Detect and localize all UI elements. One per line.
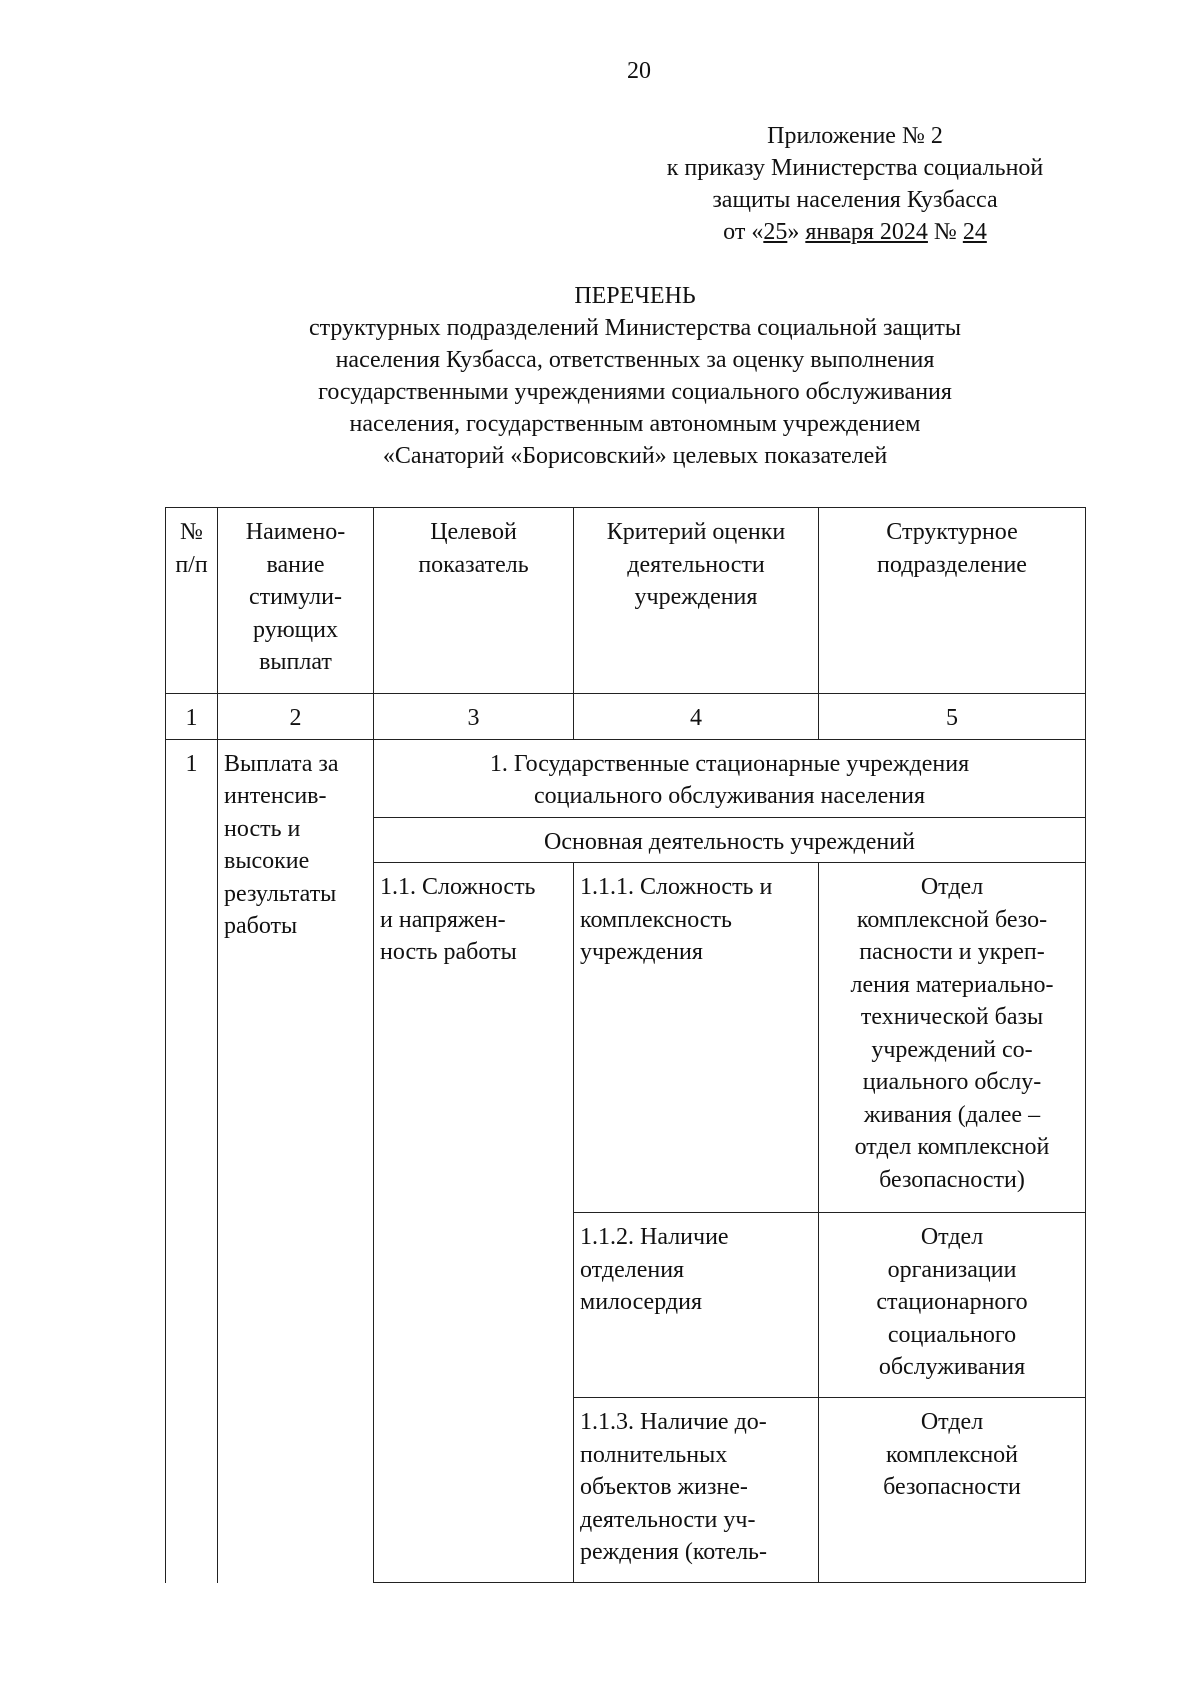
payment-text: высокие [224,848,310,874]
responsibility-table [165,507,1086,1583]
index-cell: 2 [218,694,374,740]
row-number: 1 [166,739,218,1583]
title-heading: ПЕРЕЧЕНЬ [574,283,696,309]
unit-text: учреждений со- [871,1036,1033,1063]
criterion-text: милосердия [580,1289,702,1315]
date-prefix: от « [723,219,764,245]
header-text: Критерий оценки [606,519,786,545]
criterion-cell [574,1398,819,1583]
unit-text: Отдел [920,874,984,900]
appendix-line-3: защиты населения Кузбасса [712,187,998,213]
unit-text: отдел комплексной [854,1134,1050,1160]
criterion-text: деятельности уч- [580,1506,756,1533]
index-cell: 5 [819,694,1086,740]
subsection-heading: Основная деятельность учреждений [374,817,1086,863]
index-cell: 1 [166,694,218,740]
header-cell-number [166,508,218,694]
header-text: показатель [418,551,529,578]
header-cell-unit [819,508,1086,694]
indicator-text: и напряжен- [380,906,506,933]
header-text: деятельности [627,551,765,578]
index-cell: 4 [574,694,819,740]
unit-text: ления материально- [850,971,1054,998]
title-line: «Санаторий «Борисовский» целевых показателей [382,443,888,469]
unit-text: комплексной безо- [856,906,1048,933]
document-title [200,280,1070,472]
payment-text: результаты [224,880,337,907]
payment-name [218,739,374,1583]
date-month-year: января 2024 [805,219,928,245]
title-line: структурных подразделений Министерства социальной защиты [308,315,962,341]
index-row [166,694,1086,740]
unit-text: циального обслу- [862,1069,1042,1095]
title-line: населения Кузбасса, ответственных за оценку выполнения [335,347,935,373]
target-indicator [374,863,574,1583]
appendix-block [600,120,1110,248]
section-text: социального обслуживания населения [533,783,925,809]
criterion-cell [574,1213,819,1398]
header-text: учреждения [634,584,758,610]
unit-cell [819,863,1086,1213]
header-text: Структурное [886,519,1018,545]
criterion-text: реждения (котель- [580,1539,767,1565]
appendix-line-2: к приказу Министерства социальной [666,155,1044,181]
criterion-text: комплексность [580,906,732,933]
header-text: вание [266,551,325,578]
unit-text: социального [887,1321,1017,1348]
header-text: Наимено- [245,519,346,545]
criterion-text: объектов жизне- [580,1474,748,1500]
unit-text: стационарного [876,1289,1028,1315]
date-day: 25 [763,219,788,245]
header-text: п/п [175,551,208,578]
title-line: населения, государственным автономным учреждением [349,411,921,437]
criterion-text: 1.1.3. Наличие до- [580,1409,767,1435]
criterion-text: учреждения [580,939,703,965]
unit-text: пасности и укреп- [859,939,1045,965]
unit-text: обслуживания [878,1354,1026,1380]
unit-text: безопасности) [879,1166,1025,1193]
indicator-text: ность работы [380,939,517,965]
section-heading [374,739,1086,817]
number-prefix: № [927,219,963,245]
unit-text: технической базы [860,1004,1044,1030]
page-number: 20 [627,58,651,84]
unit-cell [819,1398,1086,1583]
criterion-text: 1.1.1. Сложность и [580,874,773,900]
date-mid: » [787,219,806,245]
title-line: государственными учреждениями социального обслуживания [318,379,952,405]
criterion-text: отделения [580,1256,685,1283]
section-text: 1. Государственные стационарные учреждения [489,750,970,777]
section-row [166,739,1086,817]
header-text: Целевой [430,519,517,545]
unit-text: комплексной [885,1441,1019,1468]
unit-text: безопасности [883,1474,1021,1500]
header-cell-criterion [574,508,819,694]
criterion-cell [574,863,819,1213]
payment-text: ность и [224,815,301,842]
header-text: выплат [259,649,332,675]
payment-text: Выплата за [224,750,339,777]
header-text: № [180,519,203,545]
unit-text: живания (далее – [863,1101,1041,1128]
unit-text: Отдел [920,1409,984,1435]
criterion-text: 1.1.2. Наличие [580,1224,729,1250]
header-cell-payment [218,508,374,694]
unit-cell [819,1213,1086,1398]
appendix-date-line [600,216,1110,248]
criterion-text: полнительных [580,1441,728,1468]
unit-text: организации [887,1256,1017,1283]
header-text: стимули- [249,584,342,610]
payment-text: работы [224,913,298,939]
payment-text: интенсив- [224,783,327,809]
header-row [166,508,1086,694]
indicator-text: 1.1. Сложность [380,874,536,900]
appendix-line-1: Приложение № 2 [767,123,943,149]
header-text: подразделение [877,551,1027,578]
header-cell-indicator [374,508,574,694]
index-cell: 3 [374,694,574,740]
header-text: рующих [253,616,338,643]
unit-text: Отдел [920,1224,984,1250]
order-number: 24 [962,219,987,245]
